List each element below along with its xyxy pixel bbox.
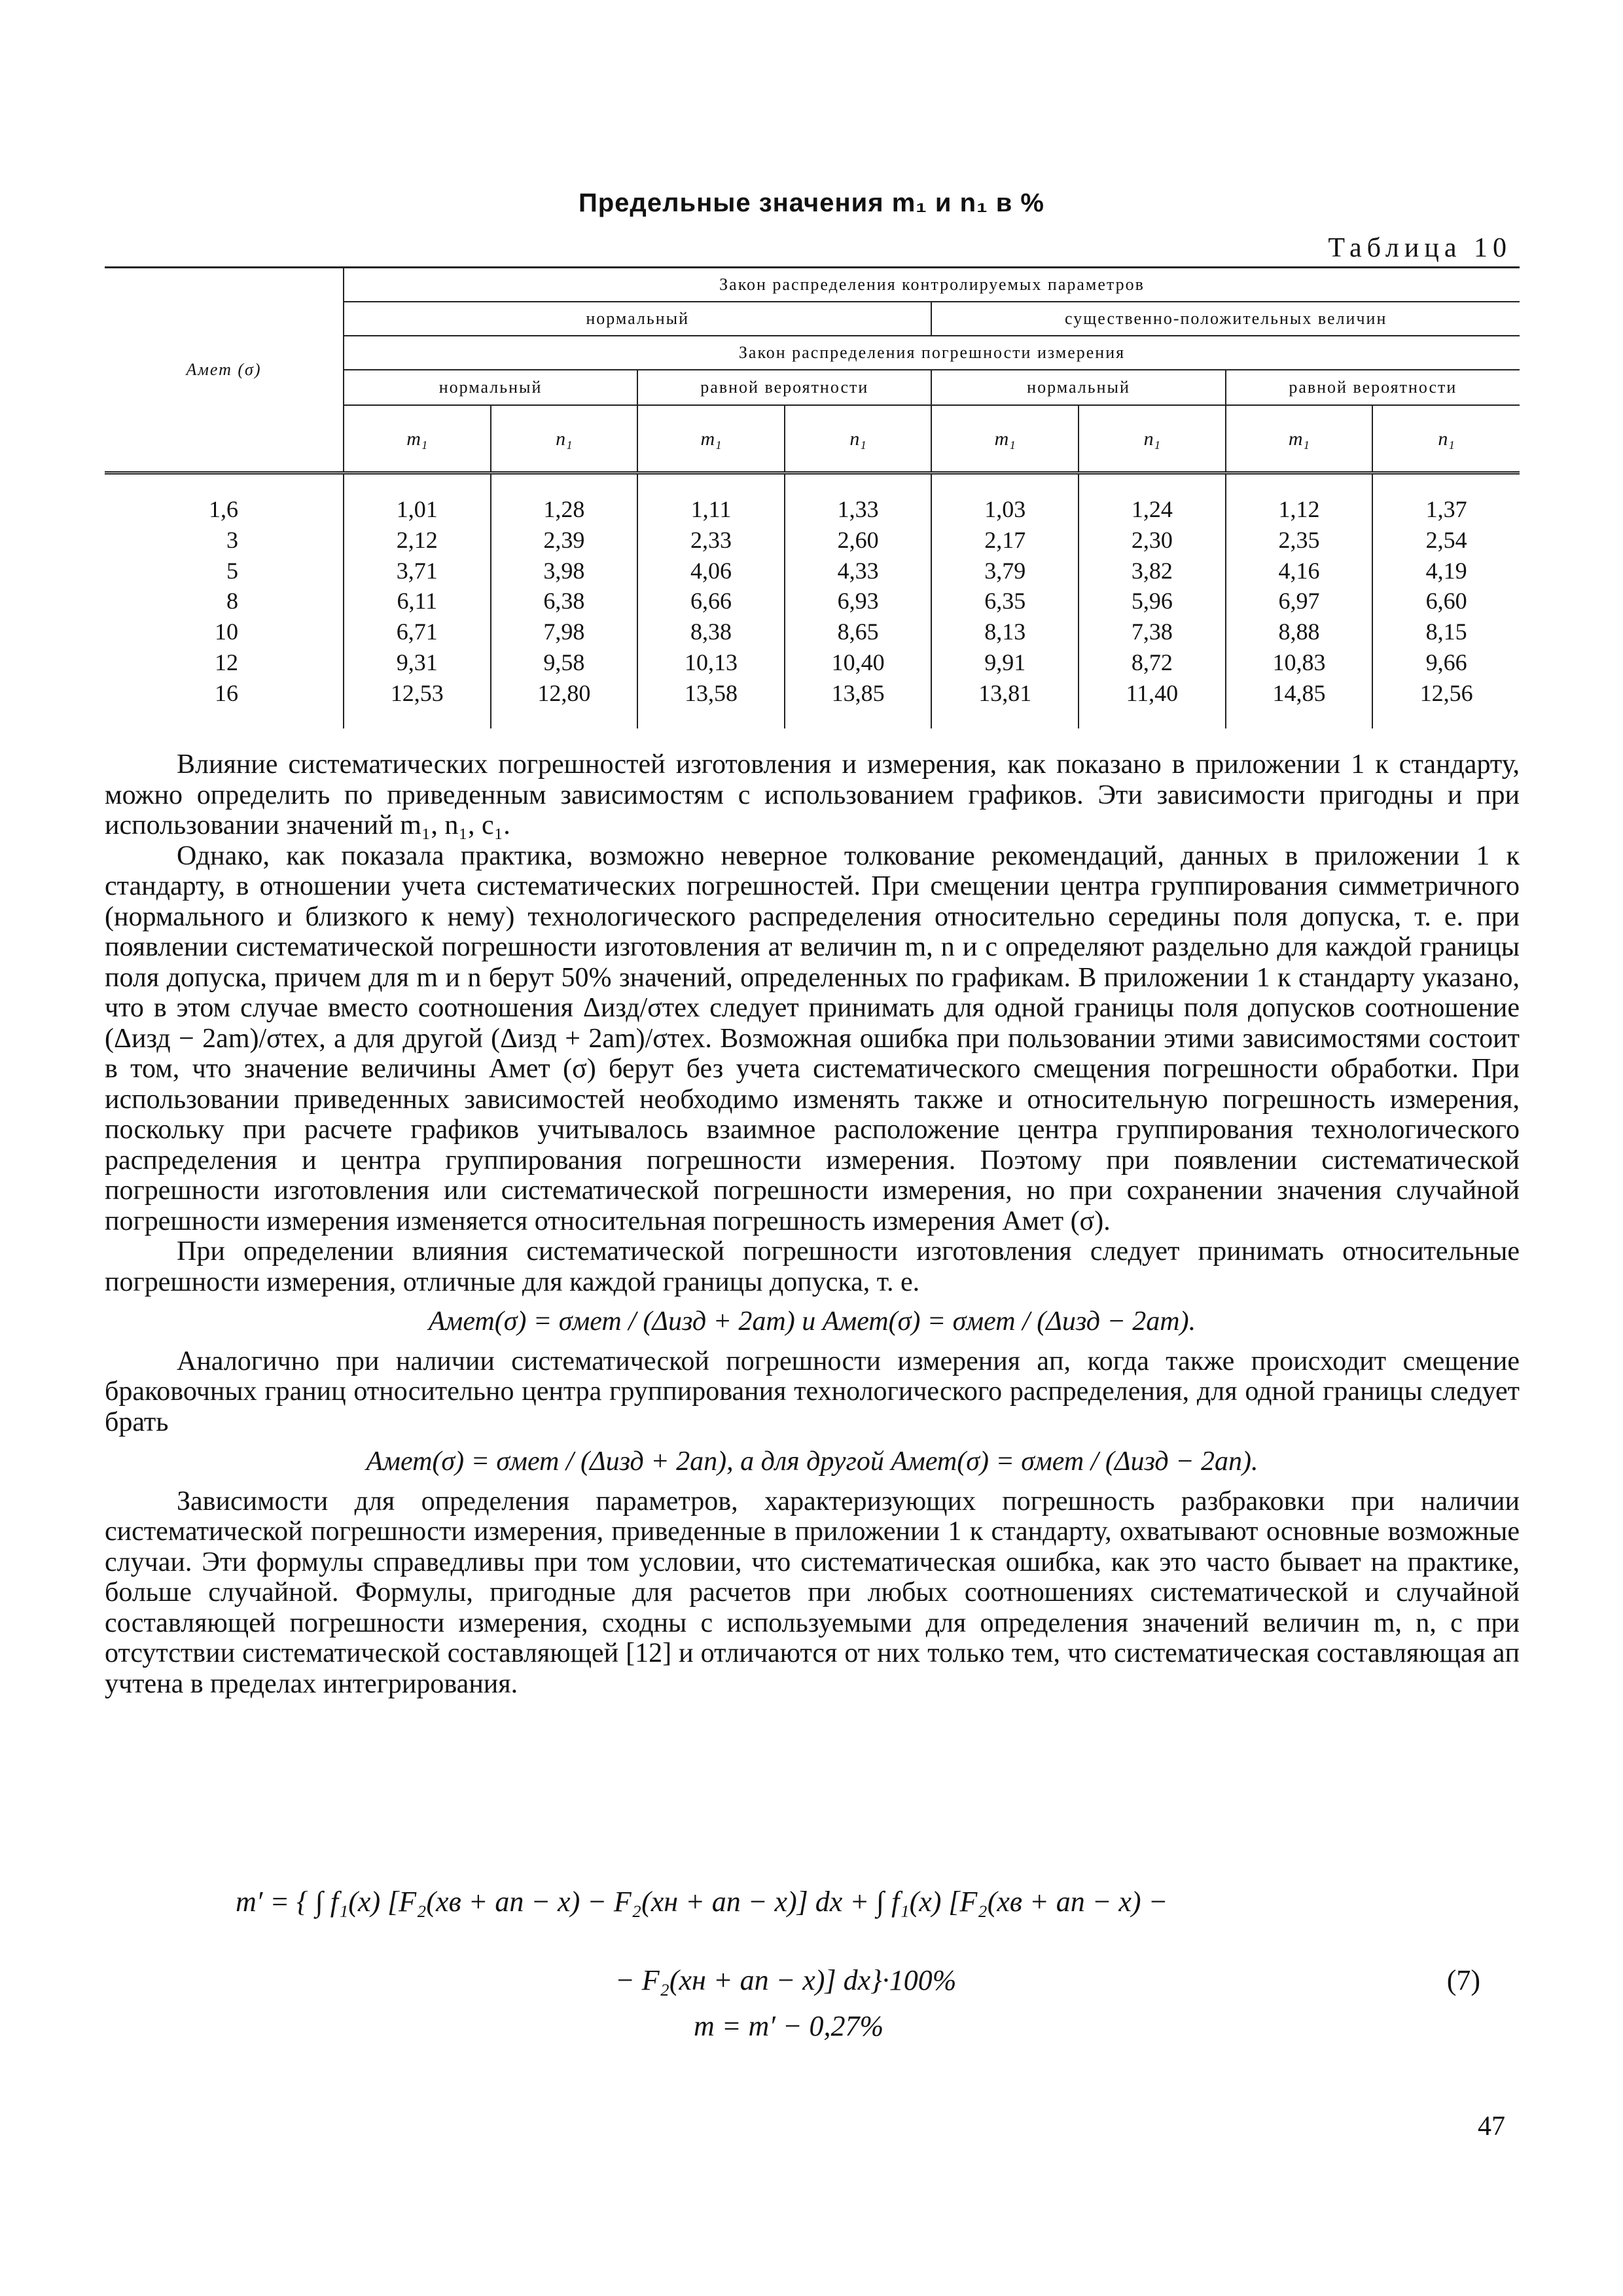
table-row — [105, 586, 1520, 617]
col-m: m₁ — [1226, 405, 1373, 473]
table-cell: 1,37 — [1372, 473, 1520, 525]
header-normal-error-1: нормальный — [344, 370, 637, 405]
table-cell: 1,28 — [491, 473, 638, 525]
table-cell: 2,33 — [637, 525, 785, 556]
table-cell: 8,38 — [637, 617, 785, 647]
table-cell: 2,39 — [491, 525, 638, 556]
limits-table — [105, 266, 1520, 728]
table-cell: 9,66 — [1372, 647, 1520, 678]
header-param-law: Закон распределения контролируемых параметров — [344, 268, 1520, 302]
table-cell: 14,85 — [1226, 678, 1373, 728]
table-cell: 6,97 — [1226, 586, 1373, 617]
table-cell: 8,72 — [1079, 647, 1226, 678]
table-cell: 9,58 — [491, 647, 638, 678]
col-m: m₁ — [344, 405, 491, 473]
table-row — [105, 678, 1520, 728]
formula-1: Aмет(σ) = σмет / (Δизд + 2am) и Aмет(σ) = σмет / (Δизд − 2am). — [428, 1306, 1196, 1336]
table-body — [105, 473, 1520, 728]
table-cell: 4,16 — [1226, 556, 1373, 586]
table-cell: 1,33 — [785, 473, 932, 525]
col-n: n₁ — [1372, 405, 1520, 473]
equation-line-1: m′ = { ∫ f₁(x) [F₂(xв + aп − x) − F₂(xн + aп − x)] dx + ∫ f₁(x) [F₂(xв + aп − x) − — [236, 1886, 1168, 1918]
table-cell: 12,53 — [344, 678, 491, 728]
page-number: 47 — [1478, 2111, 1505, 2142]
table-cell: 10,40 — [785, 647, 932, 678]
row-a-value: 1,6 — [208, 496, 238, 522]
header-normal-params: нормальный — [344, 302, 931, 336]
header-normal-error-2: нормальный — [931, 370, 1225, 405]
paragraph-4: Аналогично при наличии систематической погрешности измерения aп, когда также происходит смещение браковочных границ относительно центра группирования технологического распределения, для одной границы следует брать — [105, 1346, 1520, 1437]
table-cell: 3,82 — [1079, 556, 1226, 586]
table-cell: 4,33 — [785, 556, 932, 586]
table-cell: 1,12 — [1226, 473, 1373, 525]
table-cell: 4,06 — [637, 556, 785, 586]
table-cell: 6,38 — [491, 586, 638, 617]
row-a-value: 5 — [226, 557, 238, 584]
paragraph-1: Влияние систематических погрешностей изготовления и измерения, как показано в приложении 1 к стандарту, можно определить по приведенным зависимостям с использованием графиков. Эти зависимости пригодны и при использовании значений m₁, n₁, c₁. — [105, 749, 1520, 840]
table-cell: 12,56 — [1372, 678, 1520, 728]
table-cell: 3,71 — [344, 556, 491, 586]
table-cell: 8,65 — [785, 617, 932, 647]
table-cell: 2,12 — [344, 525, 491, 556]
table-number: Таблица 10 — [1328, 233, 1512, 263]
table-cell: 13,58 — [637, 678, 785, 728]
table-cell: 1,03 — [931, 473, 1079, 525]
equation-number: (7) — [1446, 1964, 1480, 1996]
col-m: m₁ — [931, 405, 1079, 473]
table-cell: 9,91 — [931, 647, 1079, 678]
table-cell: 2,17 — [931, 525, 1079, 556]
paragraph-2: Однако, как показала практика, возможно неверное толкование рекомендаций, данных в приложении 1 к стандарту, в отношении учета систематических погрешностей. При смещении центра группирования симметричного (нормального и близкого к нему) технологического распределения относительно середины поля допуска, т. е. при появлении систематической погрешности изготовления aт величин m, n и c определяют раздельно для каждой границы поля допуска, причем для m и n берут 50% значений, определенных по графикам. В приложении 1 к стандарту указано, что в этом случае вместо соотношения Δизд/σтех следует принимать для одной границы поля допусков соотношение (Δизд − 2am)/σтех, а для другой (Δизд + 2am)/σтех. Возможная ошибка при пользовании этими зависимостями состоит в том, что значение величины Aмет (σ) берут без учета систематического смещения погрешности обработки. При использовании приведенных зависимостей необходимо изменять также и относительную погрешность измерения, поскольку при расчете графиков учитывалось взаимное расположение центра группирования технологического распределения и центра группирования погрешности измерения. Поэтому при появлении систематической погрешности изготовления или систематической погрешности измерения, но при сохранении значения случайной погрешности измерения изменяется относительная погрешность измерения Aмет (σ). — [105, 840, 1520, 1236]
row-a-value: 3 — [226, 526, 238, 553]
table-row — [105, 525, 1520, 556]
paragraph-3: При определении влияния систематической погрешности изготовления следует принимать относительные погрешности измерения, отличные для каждой границы допуска, т. е. — [105, 1236, 1520, 1297]
formula-2: Aмет(σ) = σмет / (Δизд + 2aп), а для другой Aмет(σ) = σмет / (Δизд − 2aп). — [366, 1446, 1258, 1477]
table-cell: 6,71 — [344, 617, 491, 647]
col-n: n₁ — [1079, 405, 1226, 473]
table-cell: 10,13 — [637, 647, 785, 678]
table-cell: 7,98 — [491, 617, 638, 647]
table-cell: 6,66 — [637, 586, 785, 617]
body-text — [105, 749, 1520, 1699]
table-cell: 6,60 — [1372, 586, 1520, 617]
table-cell: 1,24 — [1079, 473, 1226, 525]
row-a-value: 12 — [214, 649, 238, 675]
table-cell: 2,30 — [1079, 525, 1226, 556]
table-cell: 4,19 — [1372, 556, 1520, 586]
header-error-law: Закон распределения погрешности измерения — [344, 336, 1520, 370]
table-row — [105, 617, 1520, 647]
table-cell: 13,85 — [785, 678, 932, 728]
row-a-value: 10 — [214, 619, 238, 645]
stub-header: Aмет (σ) — [105, 268, 344, 473]
table-title: Предельные значения m₁ и n₁ в % — [579, 188, 1044, 217]
table-cell: 1,11 — [637, 473, 785, 525]
table-cell: 6,93 — [785, 586, 932, 617]
header-uniform-error-1: равной вероятности — [637, 370, 931, 405]
table-cell: 2,54 — [1372, 525, 1520, 556]
header-positive-params: существенно-положительных величин — [931, 302, 1520, 336]
table-cell: 2,35 — [1226, 525, 1373, 556]
table-row — [105, 556, 1520, 586]
table-cell: 3,98 — [491, 556, 638, 586]
table-row — [105, 473, 1520, 525]
table-cell: 7,38 — [1079, 617, 1226, 647]
table-cell: 8,88 — [1226, 617, 1373, 647]
table-cell: 12,80 — [491, 678, 638, 728]
table-cell: 11,40 — [1079, 678, 1226, 728]
table-row — [105, 647, 1520, 678]
col-m: m₁ — [637, 405, 785, 473]
equation-line-3: m = m′ − 0,27% — [694, 2010, 884, 2042]
paragraph-5: Зависимости для определения параметров, характеризующих погрешность разбраковки при наличии систематической погрешности измерения, приведенные в приложении 1 к стандарту, охватывают основные возможные случаи. Эти формулы справедливы при том условии, что систематическая ошибка, как это часто бывает на практике, больше случайной. Формулы, пригодные для расчетов при любых соотношениях систематической и случайной составляющей погрешности измерения, сходны с используемыми для определения значений величин m, n, c при отсутствии систематической составляющей [12] и отличаются от них только тем, что систематическая составляющая aп учтена в пределах интегрирования. — [105, 1486, 1520, 1699]
table-cell: 6,11 — [344, 586, 491, 617]
table-cell: 5,96 — [1079, 586, 1226, 617]
table-cell: 9,31 — [344, 647, 491, 678]
row-a-value: 8 — [226, 588, 238, 615]
equation-line-2: − F₂(xн + aп − x)] dx}·100% — [615, 1964, 957, 1996]
col-n: n₁ — [785, 405, 932, 473]
row-a-value: 16 — [214, 679, 238, 706]
table-cell: 10,83 — [1226, 647, 1373, 678]
table-cell: 8,15 — [1372, 617, 1520, 647]
col-n: n₁ — [491, 405, 638, 473]
table-cell: 8,13 — [931, 617, 1079, 647]
table-cell: 3,79 — [931, 556, 1079, 586]
table-cell: 1,01 — [344, 473, 491, 525]
table-cell: 6,35 — [931, 586, 1079, 617]
table-cell: 13,81 — [931, 678, 1079, 728]
header-uniform-error-2: равной вероятности — [1226, 370, 1520, 405]
table-cell: 2,60 — [785, 525, 932, 556]
